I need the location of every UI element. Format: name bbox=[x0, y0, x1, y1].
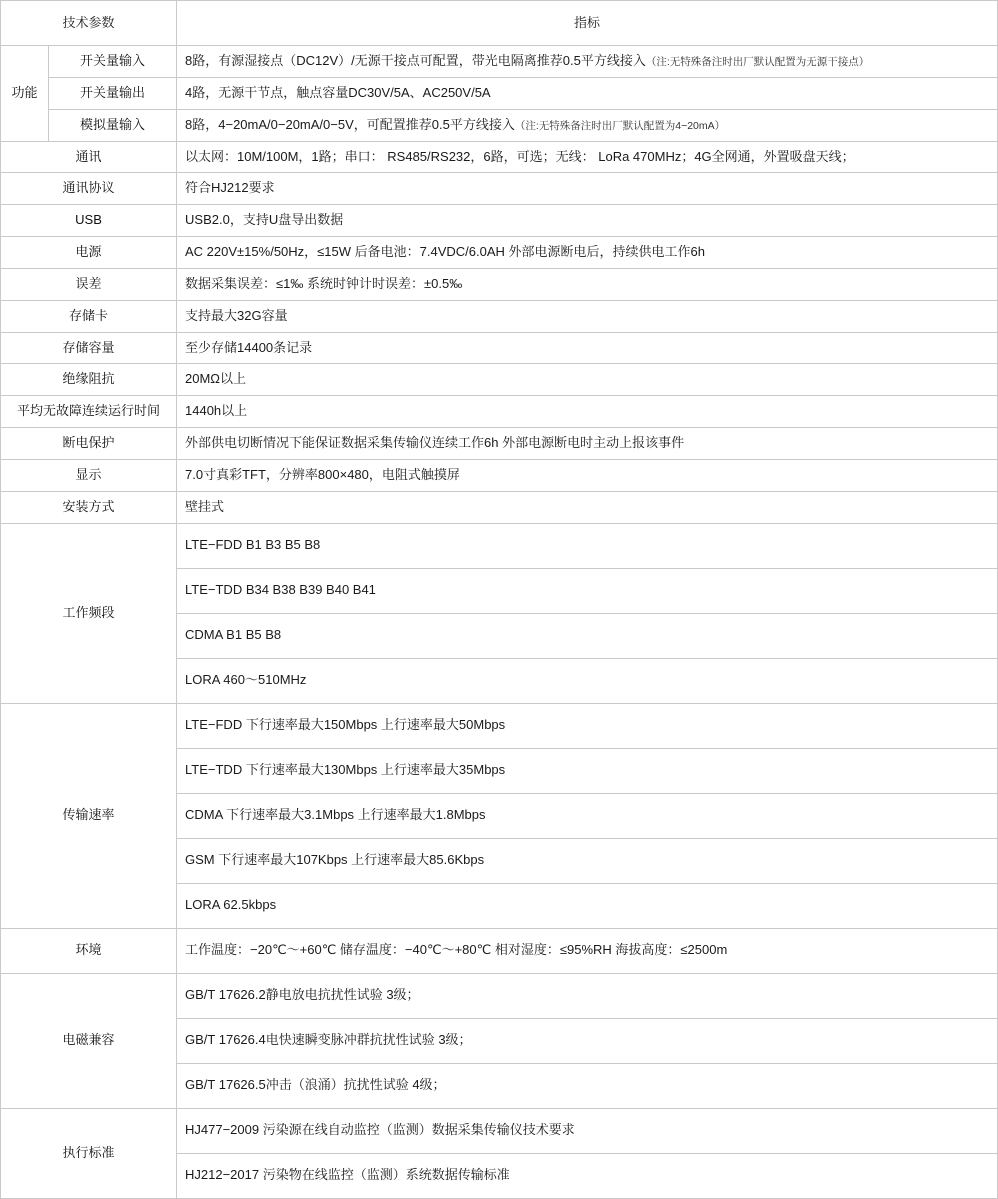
row-value: LTE−TDD 下行速率最大130Mbps 上行速率最大35Mbps bbox=[177, 748, 998, 793]
row-value: GSM 下行速率最大107Kbps 上行速率最大85.6Kbps bbox=[177, 838, 998, 883]
row-value: CDMA B1 B5 B8 bbox=[177, 613, 998, 658]
row-value-text: 8路，4−20mA/0−20mA/0−5V，可配置推荐0.5平方线接入 bbox=[185, 116, 515, 132]
row-value: LTE−FDD 下行速率最大150Mbps 上行速率最大50Mbps bbox=[177, 703, 998, 748]
row-value: LORA 460～510MHz bbox=[177, 658, 998, 703]
table-row bbox=[1, 1108, 998, 1153]
row-label: 存储卡 bbox=[1, 300, 177, 332]
row-value bbox=[177, 109, 998, 141]
row-value: CDMA 下行速率最大3.1Mbps 上行速率最大1.8Mbps bbox=[177, 793, 998, 838]
group-label-transmission-rate: 传输速率 bbox=[1, 703, 177, 928]
row-value: HJ212−2017 污染物在线监控（监测）系统数据传输标准 bbox=[177, 1153, 998, 1198]
table-row bbox=[1, 173, 998, 205]
row-value-note: （注:无特殊备注时出厂默认配置为无源干接点） bbox=[645, 56, 870, 68]
table-row bbox=[1, 77, 998, 109]
row-value: LTE−TDD B34 B38 B39 B40 B41 bbox=[177, 568, 998, 613]
row-value: HJ477−2009 污染源在线自动监控（监测）数据采集传输仪技术要求 bbox=[177, 1108, 998, 1153]
row-value: 数据采集误差：≤1‰ 系统时钟计时误差：±0.5‰ bbox=[177, 268, 998, 300]
table-row bbox=[1, 46, 998, 78]
row-value: LORA 62.5kbps bbox=[177, 883, 998, 928]
row-value: USB2.0，支持U盘导出数据 bbox=[177, 205, 998, 237]
group-label-function: 功能 bbox=[1, 46, 49, 142]
table-row bbox=[1, 332, 998, 364]
row-value: 20MΩ以上 bbox=[177, 364, 998, 396]
header-cell-parameter: 技术参数 bbox=[1, 1, 177, 46]
row-label: 通讯 bbox=[1, 141, 177, 173]
row-value: 外部供电切断情况下能保证数据采集传输仪连续工作6h 外部电源断电时主动上报该事件 bbox=[177, 428, 998, 460]
row-value bbox=[177, 46, 998, 78]
table-row bbox=[1, 928, 998, 973]
row-value: 符合HJ212要求 bbox=[177, 173, 998, 205]
row-value bbox=[177, 77, 998, 109]
row-label: 平均无故障连续运行时间 bbox=[1, 396, 177, 428]
row-label: 存储容量 bbox=[1, 332, 177, 364]
table-row bbox=[1, 268, 998, 300]
table-row bbox=[1, 396, 998, 428]
row-label: 误差 bbox=[1, 268, 177, 300]
group-label-work-band: 工作频段 bbox=[1, 523, 177, 703]
row-value-note: （注:无特殊备注时出厂默认配置为4−20mA） bbox=[514, 119, 726, 132]
table-row bbox=[1, 364, 998, 396]
row-value: 工作温度：−20℃～+60℃ 储存温度：−40℃～+80℃ 相对湿度：≤95%RH 海拔高度：≤2500m bbox=[177, 928, 998, 973]
table-header-row bbox=[1, 1, 998, 46]
table-row bbox=[1, 428, 998, 460]
table-row bbox=[1, 109, 998, 141]
row-label: 显示 bbox=[1, 459, 177, 491]
row-value: 以太网：10M/100M，1路；串口： RS485/RS232，6路，可选；无线： LoRa 470MHz；4G全网通，外置吸盘天线； bbox=[177, 141, 998, 173]
row-label: 电源 bbox=[1, 237, 177, 269]
row-label: 绝缘阻抗 bbox=[1, 364, 177, 396]
row-label: 环境 bbox=[1, 928, 177, 973]
row-label: 开关量输入 bbox=[49, 46, 177, 78]
group-label-emc: 电磁兼容 bbox=[1, 973, 177, 1108]
row-label: 安装方式 bbox=[1, 491, 177, 523]
row-value: 1440h以上 bbox=[177, 396, 998, 428]
row-value: GB/T 17626.5冲击（浪涌）抗扰性试验 4级； bbox=[177, 1063, 998, 1108]
row-label: 开关量输出 bbox=[49, 77, 177, 109]
table-row bbox=[1, 300, 998, 332]
row-value-text: 8路，有源湿接点（DC12V）/无源干接点可配置，带光电隔离推荐0.5平方线接入 bbox=[185, 53, 646, 68]
table-row bbox=[1, 237, 998, 269]
row-value: 壁挂式 bbox=[177, 491, 998, 523]
header-cell-index: 指标 bbox=[177, 1, 998, 46]
row-value: 支持最大32G容量 bbox=[177, 300, 998, 332]
row-value: 7.0寸真彩TFT，分辨率800×480，电阻式触摸屏 bbox=[177, 459, 998, 491]
table-row bbox=[1, 523, 998, 568]
row-value: GB/T 17626.4电快速瞬变脉冲群抗扰性试验 3级； bbox=[177, 1018, 998, 1063]
table-row bbox=[1, 205, 998, 237]
row-label: 断电保护 bbox=[1, 428, 177, 460]
row-label: 通讯协议 bbox=[1, 173, 177, 205]
row-value: LTE−FDD B1 B3 B5 B8 bbox=[177, 523, 998, 568]
table-row bbox=[1, 973, 998, 1018]
table-row bbox=[1, 491, 998, 523]
row-label: USB bbox=[1, 205, 177, 237]
row-label: 模拟量输入 bbox=[49, 109, 177, 141]
row-value: GB/T 17626.2静电放电抗扰性试验 3级； bbox=[177, 973, 998, 1018]
table-row bbox=[1, 141, 998, 173]
table-row bbox=[1, 703, 998, 748]
row-value: AC 220V±15%/50Hz，≤15W 后备电池：7.4VDC/6.0AH 外部电源断电后，持续供电工作6h bbox=[177, 237, 998, 269]
row-value-text: 4路，无源干节点，触点容量DC30V/5A、AC250V/5A bbox=[185, 84, 491, 100]
table-row bbox=[1, 459, 998, 491]
group-label-standards: 执行标准 bbox=[1, 1108, 177, 1198]
row-value: 至少存储14400条记录 bbox=[177, 332, 998, 364]
